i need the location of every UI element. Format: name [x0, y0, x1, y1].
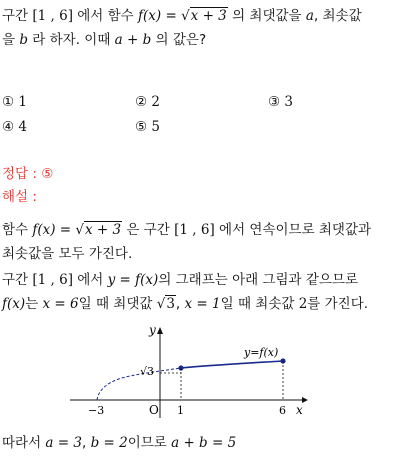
explanation-line-1: 함수 f(x) = √x + 3 은 구간 [1 , 6] 에서 연속이므로 최댓값과 [2, 222, 372, 238]
sqrt-symbol: √ [181, 8, 190, 24]
question-text: , 최솟값 [313, 8, 362, 24]
sqrt-radicand: x + 3 [190, 8, 227, 24]
choice-3[interactable]: ③ 3 [268, 94, 293, 110]
function-expr: f(x) = [138, 8, 182, 24]
question-text: 라 하자. 이때 [28, 32, 115, 48]
question-text: 에서 함수 [72, 8, 139, 24]
question-line-1 [2, 6, 362, 26]
sum-expr: a + b [114, 32, 152, 48]
question-text: 을 [2, 32, 20, 48]
explanation-heading: 해설 : [2, 189, 37, 205]
curve-label: y=f(x) [244, 346, 279, 359]
y-axis-label: y [149, 323, 156, 337]
variable-a: a [305, 8, 314, 24]
interval: [1 , 6] [174, 222, 215, 238]
function-graph [0, 318, 400, 423]
explanation-line-3: 구간 [1 , 6] 에서 y = f(x)의 그래프는 아래 그림과 같으므로 [2, 272, 359, 288]
question-text: 구간 [2, 8, 33, 24]
interval: [1 , 6] [32, 8, 73, 24]
answer-line [2, 164, 53, 184]
choice-5[interactable]: ⑤ 5 [135, 119, 160, 135]
explanation-line-2: 최솟값을 모두 가진다. [2, 246, 133, 262]
graph-eq: y = f(x) [107, 272, 159, 288]
choice-4[interactable]: ④ 4 [2, 119, 27, 135]
question-text: 의 값은? [151, 32, 207, 48]
sqrt-symbol: √ [156, 296, 166, 312]
function-expr: f(x) = [32, 222, 76, 238]
choice-1[interactable]: ① 1 [2, 94, 27, 110]
question-text: 의 최댓값을 [227, 8, 306, 24]
sqrt-symbol: √ [75, 222, 85, 238]
origin-label: O [149, 403, 159, 417]
x-tick-6: 6 [279, 404, 286, 417]
x-axis-label: x [296, 403, 303, 417]
x-axis-arrow [302, 397, 308, 403]
y-tick-sqrt3: √3 [140, 365, 155, 378]
x-tick-neg3: −3 [88, 404, 105, 417]
answer-mark: ⑤ [41, 166, 54, 182]
explanation-line-4: f(x)는 x = 6일 때 최댓값 √3, x = 1일 때 최솟값 2를 가진다. [2, 296, 369, 312]
variable-b: b [19, 32, 28, 48]
final-line: 따라서 a = 3, b = 2이므로 a + b = 5 [2, 435, 237, 451]
x-tick-1: 1 [177, 404, 184, 417]
question-line-2 [2, 30, 206, 50]
interval: [1 , 6] [32, 272, 73, 288]
y-axis-arrow [157, 327, 163, 334]
choice-2[interactable]: ② 2 [135, 94, 160, 110]
solid-curve [181, 361, 283, 368]
sqrt-radicand: x + 3 [85, 222, 122, 238]
answer-label: 정답 : [2, 166, 42, 182]
